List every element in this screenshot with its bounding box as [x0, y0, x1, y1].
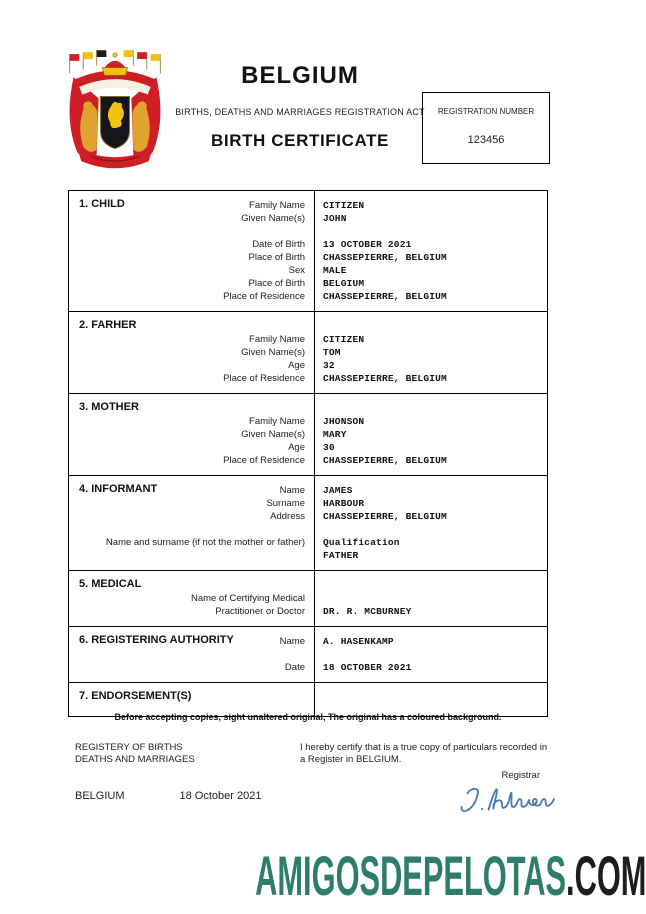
- field-label: Name and surname (if not the mother or father): [105, 537, 305, 548]
- field-row: [69, 648, 547, 661]
- field-row: [69, 454, 547, 467]
- field-value: A. HASENKAMP: [323, 636, 394, 647]
- field-label: Name: [279, 636, 305, 647]
- registration-number-box: [422, 92, 550, 164]
- field-row: [69, 333, 547, 346]
- site-watermark: [254, 844, 646, 907]
- registry-line-2: DEATHS AND MARRIAGES: [75, 754, 195, 765]
- field-value: DR. R. MCBURNEY: [323, 606, 412, 617]
- field-label: [69, 225, 314, 238]
- field-value: CHASSEPIERRE, BELGIUM: [323, 455, 447, 466]
- field-row: [69, 510, 547, 523]
- registration-number-value: 123456: [467, 134, 505, 146]
- section-title: 2. FARHER: [79, 319, 137, 331]
- field-row: [69, 264, 547, 277]
- field-row: [69, 661, 547, 674]
- field-row: [69, 277, 547, 290]
- field-label: [69, 523, 314, 536]
- field-value: JHONSON: [323, 416, 365, 427]
- field-value: [314, 225, 547, 238]
- field-value: CHASSEPIERRE, BELGIUM: [323, 373, 447, 384]
- certify-statement: I hereby certify that is a true copy of particulars recorded in a Register in BELGIUM.: [300, 742, 548, 765]
- registry-office: [75, 742, 195, 766]
- field-value: TOM: [323, 347, 341, 358]
- field-value: JAMES: [323, 485, 353, 496]
- column-divider: [314, 476, 315, 570]
- field-value: Qualification: [323, 537, 400, 548]
- section-title: 5. MEDICAL: [79, 578, 142, 590]
- field-row: [69, 372, 547, 385]
- certificate-table: [68, 190, 548, 717]
- watermark-main-text: AMIGOSDEPELOTAS: [254, 844, 566, 907]
- field-label: Family Name: [249, 416, 305, 427]
- field-label: Place of Residence: [223, 291, 305, 302]
- field-value: 30: [323, 442, 335, 453]
- registrar-signature: [452, 782, 577, 822]
- field-label: Given Name(s): [241, 429, 305, 440]
- act-subtitle: BIRTHS, DEATHS AND MARRIAGES REGISTRATION ACT: [175, 107, 425, 117]
- section-title: 1. CHILD: [79, 198, 125, 210]
- field-label: Place of Residence: [223, 373, 305, 384]
- field-row: [69, 402, 547, 415]
- certificate-section: [69, 476, 547, 571]
- field-row: [69, 523, 547, 536]
- registry-line-1: REGISTERY OF BIRTHS: [75, 742, 183, 753]
- issue-date: 18 October 2021: [179, 790, 262, 802]
- field-value: [314, 523, 547, 536]
- field-label: Place of Birth: [248, 278, 305, 289]
- field-row: [69, 320, 547, 333]
- certificate-section: [69, 312, 547, 394]
- field-value: MARY: [323, 429, 347, 440]
- field-label: [69, 648, 314, 661]
- field-row: [69, 238, 547, 251]
- field-value: CITIZEN: [323, 200, 365, 211]
- field-row: [69, 592, 547, 605]
- field-row: [69, 549, 547, 562]
- field-value: [314, 648, 547, 661]
- certificate-section: [69, 191, 547, 312]
- field-row: [69, 251, 547, 264]
- field-label: Surname: [266, 498, 305, 509]
- field-label: Date of Birth: [252, 239, 305, 250]
- field-label: Practitioner or Doctor: [215, 606, 305, 617]
- section-title: 6. REGISTERING AUTHORITY: [79, 634, 234, 646]
- section-title: 4. INFORMANT: [79, 483, 158, 495]
- registration-number-label: REGISTRATION NUMBER: [437, 107, 535, 116]
- field-label: Name of Certifying Medical: [190, 593, 305, 604]
- field-label: [69, 549, 314, 562]
- field-label: Name: [279, 485, 305, 496]
- field-value: CITIZEN: [323, 334, 365, 345]
- field-row: [69, 605, 547, 618]
- column-divider: [314, 394, 315, 475]
- field-value: JOHN: [323, 213, 347, 224]
- column-divider: [314, 571, 315, 626]
- field-value: 18 OCTOBER 2021: [323, 662, 412, 673]
- field-row: [69, 428, 547, 441]
- place-date-line: [75, 790, 261, 802]
- field-value: CHASSEPIERRE, BELGIUM: [323, 291, 447, 302]
- issue-place: BELGIUM: [75, 790, 125, 802]
- field-value: MALE: [323, 265, 347, 276]
- field-label: Family Name: [249, 200, 305, 211]
- section-title: 7. ENDORSEMENT(S): [79, 690, 192, 702]
- section-title: 3. MOTHER: [79, 401, 139, 413]
- field-row: [69, 536, 547, 549]
- field-row: [69, 441, 547, 454]
- field-value: [314, 592, 547, 605]
- registrar-label: Registrar: [501, 770, 540, 781]
- field-label: Age: [288, 360, 305, 371]
- document-title: BIRTH CERTIFICATE: [211, 131, 389, 150]
- field-label: Given Name(s): [241, 213, 305, 224]
- field-value: CHASSEPIERRE, BELGIUM: [323, 511, 447, 522]
- field-value: FATHER: [323, 550, 359, 561]
- certificate-section: [69, 571, 547, 627]
- field-value: [314, 320, 547, 333]
- country-title: BELGIUM: [241, 62, 359, 89]
- field-row: [69, 290, 547, 303]
- field-label: Sex: [288, 265, 305, 276]
- field-row: [69, 225, 547, 238]
- field-value: [314, 579, 547, 592]
- field-row: [69, 497, 547, 510]
- certificate-section: [69, 394, 547, 476]
- field-value: BELGIUM: [323, 278, 365, 289]
- field-label: Date: [284, 662, 305, 673]
- field-value: 32: [323, 360, 335, 371]
- field-value: [314, 402, 547, 415]
- field-row: [69, 199, 547, 212]
- field-value: 13 OCTOBER 2021: [323, 239, 412, 250]
- field-value: HARBOUR: [323, 498, 365, 509]
- field-label: Given Name(s): [241, 347, 305, 358]
- certificate-section: [69, 627, 547, 683]
- field-row: [69, 415, 547, 428]
- column-divider: [314, 312, 315, 393]
- field-label: Place of Residence: [223, 455, 305, 466]
- field-label: Place of Birth: [248, 252, 305, 263]
- watermark-suffix-text: .COM: [565, 844, 646, 907]
- column-divider: [314, 627, 315, 682]
- field-row: [69, 212, 547, 225]
- field-label: Family Name: [249, 334, 305, 345]
- field-value: CHASSEPIERRE, BELGIUM: [323, 252, 447, 263]
- field-row: [69, 346, 547, 359]
- field-label: Age: [288, 442, 305, 453]
- field-label: Address: [270, 511, 305, 522]
- column-divider: [314, 191, 315, 311]
- field-row: [69, 359, 547, 372]
- copy-notice: Before accepting copies, sight unaltered original, The original has a coloured background.: [114, 712, 502, 722]
